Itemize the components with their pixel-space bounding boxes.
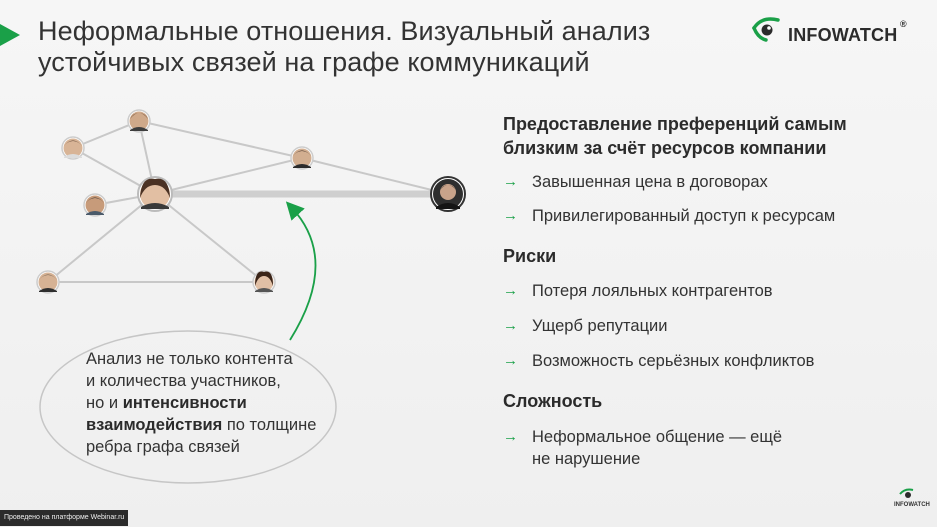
arrow-right-icon: → — [503, 282, 518, 299]
list-item — [503, 351, 923, 371]
callout-line — [86, 414, 346, 436]
arrow-right-icon: → — [503, 352, 518, 369]
list-item-label: Неформальное общение — ещё — [532, 428, 783, 446]
graph-edge — [155, 194, 264, 282]
small-infowatch-logo — [894, 488, 930, 514]
title-line-1: Неформальные отношения. Визуальный анализ — [38, 16, 651, 46]
arrow-right-icon: → — [503, 207, 518, 224]
graph-edge — [302, 158, 448, 194]
callout-arrow — [290, 208, 316, 340]
small-logo-eye-icon — [899, 488, 919, 502]
list-item-label: Ущерб репутации — [532, 317, 668, 335]
list-item-label: Возможность серьёзных конфликтов — [532, 352, 815, 370]
graph-node-person-8 — [253, 271, 275, 293]
logo-eye-icon — [752, 16, 786, 46]
list-item — [503, 426, 923, 470]
graph-node-person-4 — [84, 194, 106, 216]
callout-line: ребра графа связей — [86, 438, 240, 456]
callout-text-span: по толщине — [222, 416, 317, 434]
list-item-label: Привилегированный доступ к ресурсам — [532, 207, 836, 225]
callout-line: и количества участников, — [86, 372, 281, 390]
callout-bold-span: интенсивности — [122, 394, 247, 412]
heading-line: близким за счёт ресурсов компании — [503, 138, 827, 158]
heading-line: Предоставление преференций самым — [503, 114, 847, 134]
graph-node-person-5-central — [138, 177, 172, 211]
callout-line — [86, 392, 346, 414]
platform-badge: Проведено на платформе Webinar.ru — [0, 510, 128, 526]
list-item-label: Потеря лояльных контрагентов — [532, 282, 773, 300]
callout-bold-span: взаимодействия — [86, 416, 223, 434]
title-line-2: устойчивых связей на графе коммуникаций — [38, 47, 590, 77]
graph-edge — [139, 121, 302, 158]
section-heading-risks: Риски — [503, 246, 557, 266]
small-logo-text: INFOWATCH — [894, 502, 930, 508]
list-item — [503, 172, 923, 192]
list-item — [503, 206, 923, 226]
graph-node-person-6 — [431, 177, 465, 211]
arrow-right-icon: → — [503, 317, 518, 334]
list-item-label: не нарушение — [532, 450, 641, 468]
graph-node-person-7 — [37, 271, 59, 293]
list-item — [503, 316, 923, 336]
right-panel — [503, 112, 923, 470]
section-heading-complexity: Сложность — [503, 391, 603, 411]
arrow-right-icon: → — [503, 173, 518, 190]
graph-node-person-1 — [128, 110, 150, 132]
callout-text — [86, 348, 346, 458]
callout-text-span: но и — [86, 394, 123, 412]
arrow-right-icon: → — [503, 428, 518, 445]
section-heading-preferences — [503, 112, 923, 160]
graph-edges — [48, 121, 448, 282]
callout-line: Анализ не только контента — [86, 350, 293, 368]
graph-node-person-3 — [291, 147, 313, 169]
list-item-label: Завышенная цена в договорах — [532, 173, 768, 191]
logo-text: INFOWATCH — [788, 25, 898, 45]
graph-node-person-2 — [62, 137, 84, 159]
graph-edge — [155, 158, 302, 194]
logo-registered-mark: ® — [900, 19, 907, 29]
list-item — [503, 281, 923, 301]
infowatch-logo — [752, 14, 922, 50]
